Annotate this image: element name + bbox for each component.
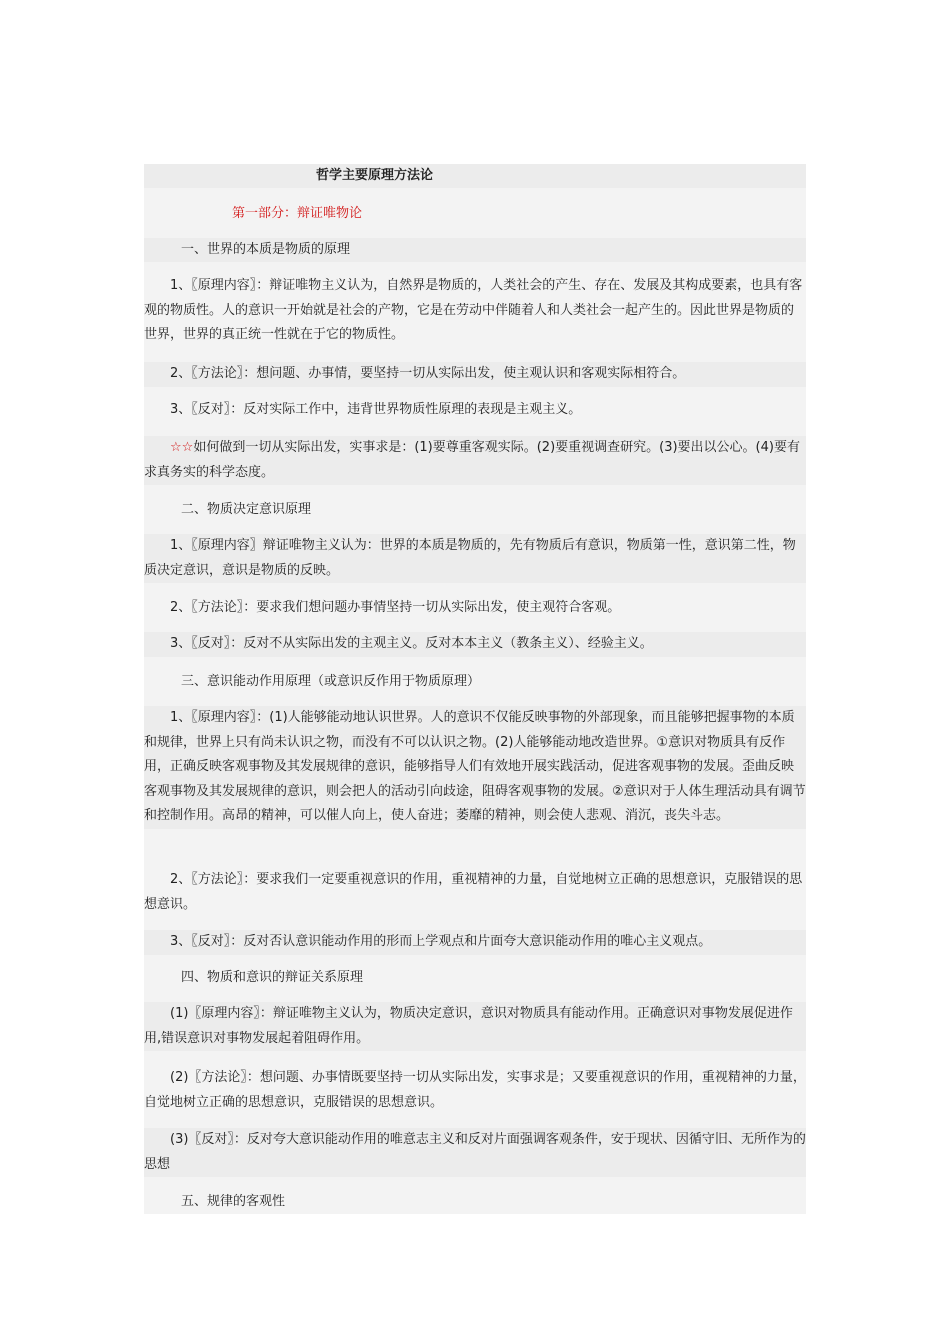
section-heading: 四、物质和意识的辩证关系原理	[181, 970, 364, 985]
paragraph: 1、〖原理内容〗：辩证唯物主义认为，自然界是物质的，人类社会的产生、存在、发展及其构成要素，也具有客观的物质性。人的意识一开始就是社会的产物，它是在劳动中伴随着人和人类社会一起产生的。因此世界是物质的世界，世界的真正统一性就在于它的物质性。	[144, 278, 803, 342]
paragraph: 1、〖原理内容〗：(1)人能够能动地认识世界。人的意识不仅能反映事物的外部现象，而且能够把握事物的本质和规律，世界上只有尚未认识之物，而没有不可以认识之物。(2)人能够能动地改造世界。①意识对物质具有反作用，正确反映客观事物及其发展规律的意识，能够指导人们有效地开展实践活动，促进客观事物的发展。歪曲反映客观事物及其发展规律的意识，则会把人的活动引向歧途，阻碍客观事物的发展。②意识对于人体生理活动具有调节和控制作用。高昂的精神，可以催人向上，使人奋进；萎靡的精神，则会使人悲观、消沉，丧失斗志。	[144, 706, 806, 829]
paragraph: 3、〖反对〗：反对实际工作中，违背世界物质性原理的表现是主观主义。	[170, 402, 582, 417]
section-heading: 一、世界的本质是物质的原理	[181, 242, 351, 257]
paragraph: 2、〖方法论〗：要求我们一定要重视意识的作用，重视精神的力量，自觉地树立正确的思想意识，克服错误的思想意识。	[144, 872, 803, 912]
section-heading: 五、规律的客观性	[181, 1194, 286, 1209]
paragraph-star	[144, 436, 806, 485]
paragraph: 3、〖反对〗：反对不从实际出发的主观主义。反对本本主义（教条主义）、经验主义。	[144, 632, 806, 657]
section-heading-3	[144, 670, 806, 694]
document-title: 哲学主要原理方法论	[316, 168, 434, 183]
paragraph: 1、〖原理内容〗辩证唯物主义认为：世界的本质是物质的，先有物质后有意识，物质第一性，意识第二性，物质决定意识，意识是物质的反映。	[144, 534, 806, 583]
section-heading-4	[144, 966, 806, 990]
paragraph: (1)〖原理内容〗：辩证唯物主义认为，物质决定意识，意识对物质具有能动作用。正确意识对事物发展促进作用,错误意识对事物发展起着阻碍作用。	[144, 1002, 806, 1051]
section-heading-1	[144, 238, 806, 262]
part-row	[144, 202, 806, 226]
paragraph: (2)〖方法论〗：想问题、办事情既要坚持一切从实际出发，实事求是；又要重视意识的作用，重视精神的力量，自觉地树立正确的思想意识，克服错误的思想意识。	[144, 1070, 806, 1110]
section-heading: 三、意识能动作用原理（或意识反作用于物质原理）	[181, 674, 481, 689]
paragraph: 3、〖反对〗：反对否认意识能动作用的形而上学观点和片面夸大意识能动作用的唯心主义观点。	[144, 930, 806, 955]
section-heading-5	[144, 1190, 806, 1214]
section-heading: 二、物质决定意识原理	[181, 502, 312, 517]
paragraph-text: 如何做到一切从实际出发，实事求是：(1)要尊重客观实际。(2)要重视调查研究。(3)要出以公心。(4)要有求真务实的科学态度。	[144, 440, 800, 480]
document-body	[144, 164, 806, 1214]
paragraph: (3)〖反对〗：反对夸大意识能动作用的唯意志主义和反对片面强调客观条件，安于现状、因循守旧、无所作为的思想	[144, 1128, 806, 1177]
title-row	[144, 164, 806, 188]
section-heading-2	[144, 498, 806, 522]
paragraph: 2、〖方法论〗：想问题、办事情，要坚持一切从实际出发，使主观认识和客观实际相符合。	[144, 362, 806, 387]
star-icon: ☆☆	[170, 440, 194, 455]
paragraph: 2、〖方法论〗：要求我们想问题办事情坚持一切从实际出发，使主观符合客观。	[170, 600, 621, 615]
part-heading: 第一部分：辩证唯物论	[232, 206, 363, 221]
